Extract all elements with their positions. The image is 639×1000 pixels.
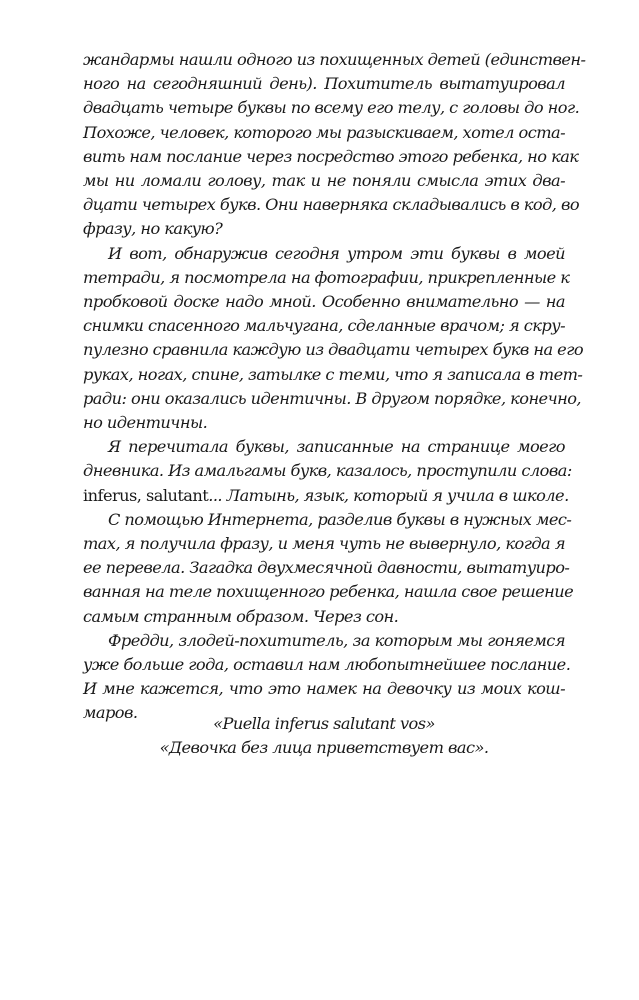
text-line: тах, я получила фразу, и меня чуть не вывернуло, когда я [83,534,565,554]
epigraph-quote [83,712,565,760]
paragraph-1 [83,48,586,242]
text-line: жандармы нашли одного из похищенных детей (единствен- [83,50,586,69]
paragraph-2 [83,242,584,436]
text-line [83,484,569,508]
text-line: Похоже, человек, которого мы разыскиваем, хотел оста- [83,122,566,142]
text-line: снимки спасенного мальчугана, сделанные врачом; я скру- [83,316,565,336]
text-line: пулезно сравнила каждую из двадцати четырех букв на его [83,340,584,360]
latin-words: inferus, salutant [83,485,209,505]
text-line: двадцать четыре буквы по всему его телу, с головы до ног. [83,98,580,118]
text-line: С помощью Интернета, разделив буквы в нужных мес- [108,509,572,529]
text-line: И мне кажется, что это намек на девочку из моих кош- [83,679,565,699]
text-line: Я перечитала буквы, записанные на странице моего [108,437,565,457]
text-line: И вот, обнаружив сегодня утром эти буквы в моей [108,243,565,263]
paragraph-4 [83,508,574,629]
quote-latin: «Puella inferus salutant vos» [213,714,435,733]
body-text [83,48,586,726]
text-line: дцати четырех букв. Они наверняка складывались в код, во [83,195,580,215]
text-line: но идентичны. [83,413,208,433]
text-line: мы ни ломали голову, так и не поняли смысла этих два- [83,171,565,191]
text-line: тетради, я посмотрела на фотографии, прикрепленные к [83,267,570,287]
text-line: ного на сегодняшний день). Похититель вытатуировал [83,74,565,94]
paragraph-3 [83,435,572,508]
text-line-rest: ... Латынь, язык, который я учила в школе. [208,485,569,505]
text-line: ванная на теле похищенного ребенка, нашла свое решение [83,582,574,602]
text-line: пробковой доске надо мной. Особенно внимательно — на [83,292,565,312]
text-line: вить нам послание через посредство этого ребенка, но как [83,146,579,166]
quote-translation: «Девочка без лица приветствует вас». [159,738,489,758]
text-line: маров. [83,703,138,723]
text-line: уже больше года, оставил нам любопытнейшее послание. [83,655,571,675]
text-line: фразу, но какую? [83,219,223,239]
text-line: руках, ногах, спине, затылке с теми, что я записала в тет- [83,364,583,384]
text-line: ради: они оказались идентичны. В другом порядке, конечно, [83,388,582,408]
text-line: ее перевела. Загадка двухмесячной давности, вытатуиро- [83,558,570,578]
text-line: Фредди, злодей-похититель, за которым мы гоняемся [108,630,565,650]
text-line: дневника. Из амальгамы букв, казалось, проступили слова: [83,461,572,481]
text-line: самым странным образом. Через сон. [83,606,399,626]
